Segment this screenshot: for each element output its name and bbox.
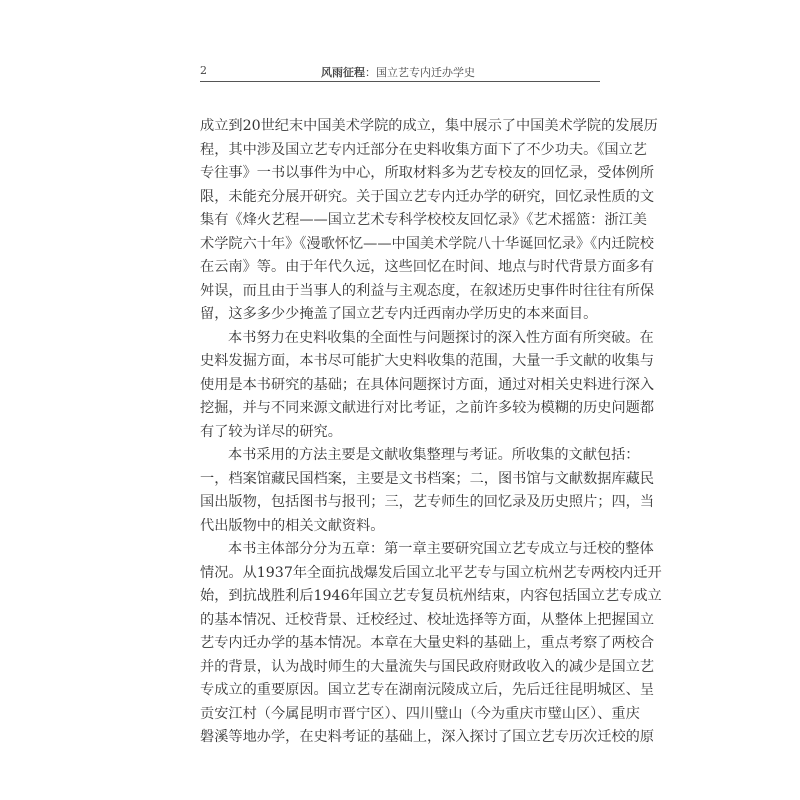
paragraph bbox=[200, 444, 655, 538]
text-line: 在云南》等。由于年代久远，这些回忆在时间、地点与时代背景方面多有 bbox=[200, 259, 655, 275]
text-line: 专成立的重要原因。国立艺专在湖南沅陵成立后，先后迁往昆明城区、呈 bbox=[200, 682, 655, 698]
page-number: 2 bbox=[200, 64, 207, 77]
text-line: 专往事》一书以事件为中心，所取材料多为艺专校友的回忆录，受体例所 bbox=[200, 165, 655, 181]
text-line: 使用是本书研究的基础；在具体问题探讨方面，通过对相关史料进行深入 bbox=[200, 376, 655, 393]
text-line: 留，这多多少少掩盖了国立艺专内迁西南办学历史的本来面目。 bbox=[200, 306, 598, 322]
text-line: 集有《烽火艺程——国立艺术专科学校校友回忆录》《艺术摇篮：浙江美 bbox=[200, 212, 647, 228]
book-title-subtitle: ：国立艺专内迁办学史 bbox=[365, 66, 475, 79]
body-text bbox=[200, 115, 662, 750]
paragraph bbox=[200, 115, 658, 327]
text-line: 贡安江村（今属昆明市晋宁区）、四川璧山（今为重庆市璧山区）、重庆 bbox=[200, 705, 640, 722]
text-line: 成立到20世纪末中国美术学院的成立，集中展示了中国美术学院的发展历 bbox=[200, 118, 658, 134]
text-line: 舛误，而且由于当事人的利益与主观态度，在叙述历史事件时往往有所保 bbox=[200, 282, 655, 299]
text-line: 有了较为详尽的研究。 bbox=[200, 423, 342, 440]
header-rule bbox=[200, 81, 600, 82]
text-line: 本书采用的方法主要是文献收集整理与考证。所收集的文献包括： bbox=[228, 447, 640, 463]
text-line: 并的背景，认为战时师生的大量流失与国民政府财政收入的减少是国立艺 bbox=[200, 658, 655, 675]
text-line: 国出版物，包括图书与报刊；三，艺专师生的回忆录及历史照片；四，当 bbox=[200, 494, 655, 510]
text-line: 术学院六十年》《漫歌怀忆——中国美术学院八十华诞回忆录》《内迁院校 bbox=[200, 235, 654, 252]
paragraph bbox=[200, 538, 662, 750]
text-line: 本书主体部分分为五章：第一章主要研究国立艺专成立与迁校的整体 bbox=[228, 541, 654, 557]
text-line: 一，档案馆藏民国档案，主要是文书档案；二，图书馆与文献数据库藏民 bbox=[200, 470, 655, 487]
text-line: 艺专内迁办学的基本情况。本章在大量史料的基础上，重点考察了两校合 bbox=[200, 635, 655, 651]
running-head bbox=[200, 60, 600, 82]
text-line: 史料发掘方面，本书尽可能扩大史料收集的范围，大量一手文献的收集与 bbox=[200, 353, 655, 369]
book-title-main: 风雨征程 bbox=[321, 66, 365, 79]
text-line: 程，其中涉及国立艺专内迁部分在史料收集方面下了不少功夫。《国立艺 bbox=[200, 141, 647, 158]
text-line: 本书努力在史料收集的全面性与问题探讨的深入性方面有所突破。在 bbox=[228, 329, 654, 346]
text-line: 代出版物中的相关文献资料。 bbox=[200, 517, 385, 534]
text-line: 的基本情况、迁校背景、迁校经过、校址选择等方面，从整体上把握国立 bbox=[200, 611, 655, 628]
text-line: 始，到抗战胜利后1946年国立艺专复员杭州结束，内容包括国立艺专成立 bbox=[200, 588, 662, 604]
text-line: 磐溪等地办学，在史料考证的基础上，深入探讨了国立艺专历次迁校的原 bbox=[200, 729, 655, 745]
book-title bbox=[321, 64, 475, 80]
text-line: 挖掘，并与不同来源文献进行对比考证，之前许多较为模糊的历史问题都 bbox=[200, 400, 655, 416]
paragraph bbox=[200, 327, 655, 445]
text-line: 情况。从1937年全面抗战爆发后国立北平艺专与国立杭州艺专两校内迁开 bbox=[200, 564, 662, 581]
text-line: 限，未能充分展开研究。关于国立艺专内迁办学的研究，回忆录性质的文 bbox=[200, 188, 655, 205]
